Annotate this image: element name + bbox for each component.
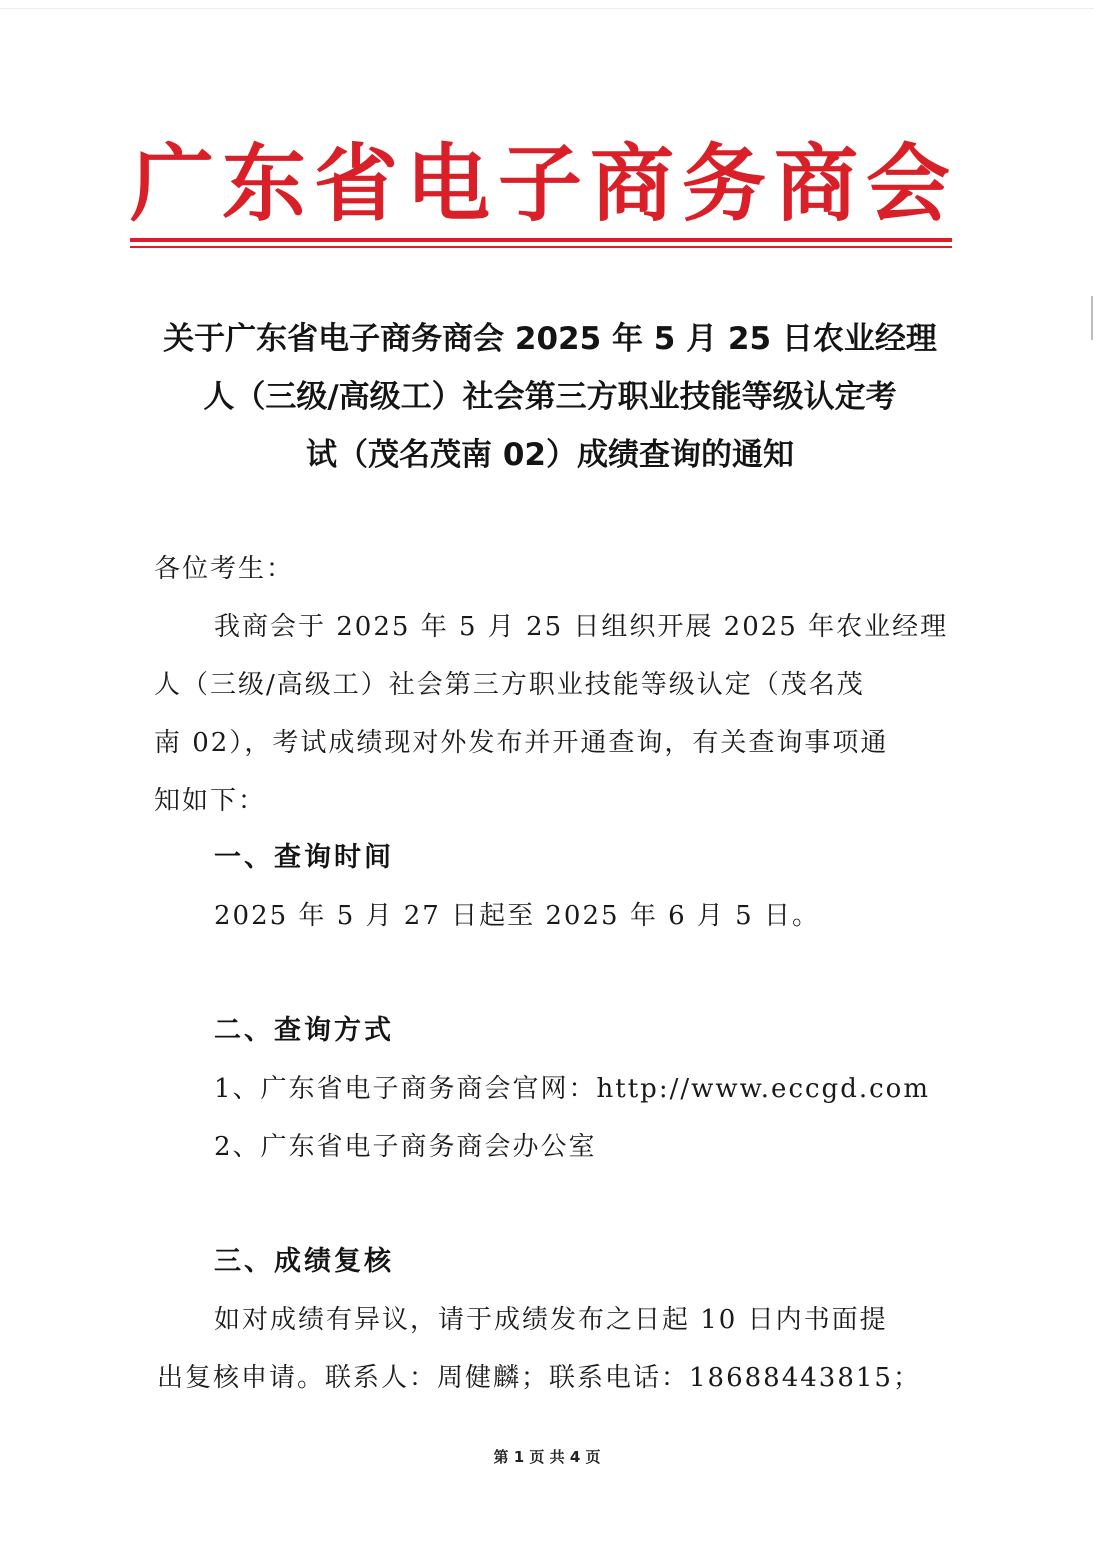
score-review-line-2: 出复核申请。联系人：周健麟；联系电话：18688443815； <box>157 1363 921 1393</box>
letterhead-rule-thin <box>130 246 952 248</box>
letterhead-rule-thick <box>130 238 952 242</box>
section-heading-score-review: 三、成绩复核 <box>214 1246 394 1277</box>
score-review-line-1: 如对成绩有异议，请于成绩发布之日起 10 日内书面提 <box>214 1305 888 1335</box>
intro-line-2: 人（三级/高级工）社会第三方职业技能等级认定（茂名茂 <box>154 670 865 700</box>
salutation: 各位考生： <box>154 554 295 584</box>
section-heading-query-time: 一、查询时间 <box>214 842 394 873</box>
query-time-text: 2025 年 5 月 27 日起至 2025 年 6 月 5 日。 <box>214 901 820 931</box>
notice-title-line-1: 关于广东省电子商务商会 2025 年 5 月 25 日农业经理 <box>163 321 937 357</box>
notice-title-line-3: 试（茂名茂南 02）成绩查询的通知 <box>306 437 794 473</box>
page-number: 第 1 页 共 4 页 <box>493 1448 601 1466</box>
scan-edge-line <box>0 8 1094 9</box>
scan-edge-mark <box>1091 296 1093 340</box>
query-method-item-2: 2、广东省电子商务商会办公室 <box>214 1132 597 1162</box>
intro-line-4: 知如下： <box>154 786 267 816</box>
notice-title-line-2: 人（三级/高级工）社会第三方职业技能等级认定考 <box>203 379 897 415</box>
section-heading-query-method: 二、查询方式 <box>214 1015 394 1046</box>
query-method-item-1: 1、广东省电子商务商会官网：http://www.eccgd.com <box>214 1074 930 1104</box>
intro-line-1: 我商会于 2025 年 5 月 25 日组织开展 2025 年农业经理 <box>214 612 949 642</box>
notice-title <box>150 310 950 484</box>
intro-line-3: 南 02），考试成绩现对外发布并开通查询，有关查询事项通 <box>154 728 889 758</box>
letterhead-title: 广东省电子商务商会 <box>130 134 959 233</box>
